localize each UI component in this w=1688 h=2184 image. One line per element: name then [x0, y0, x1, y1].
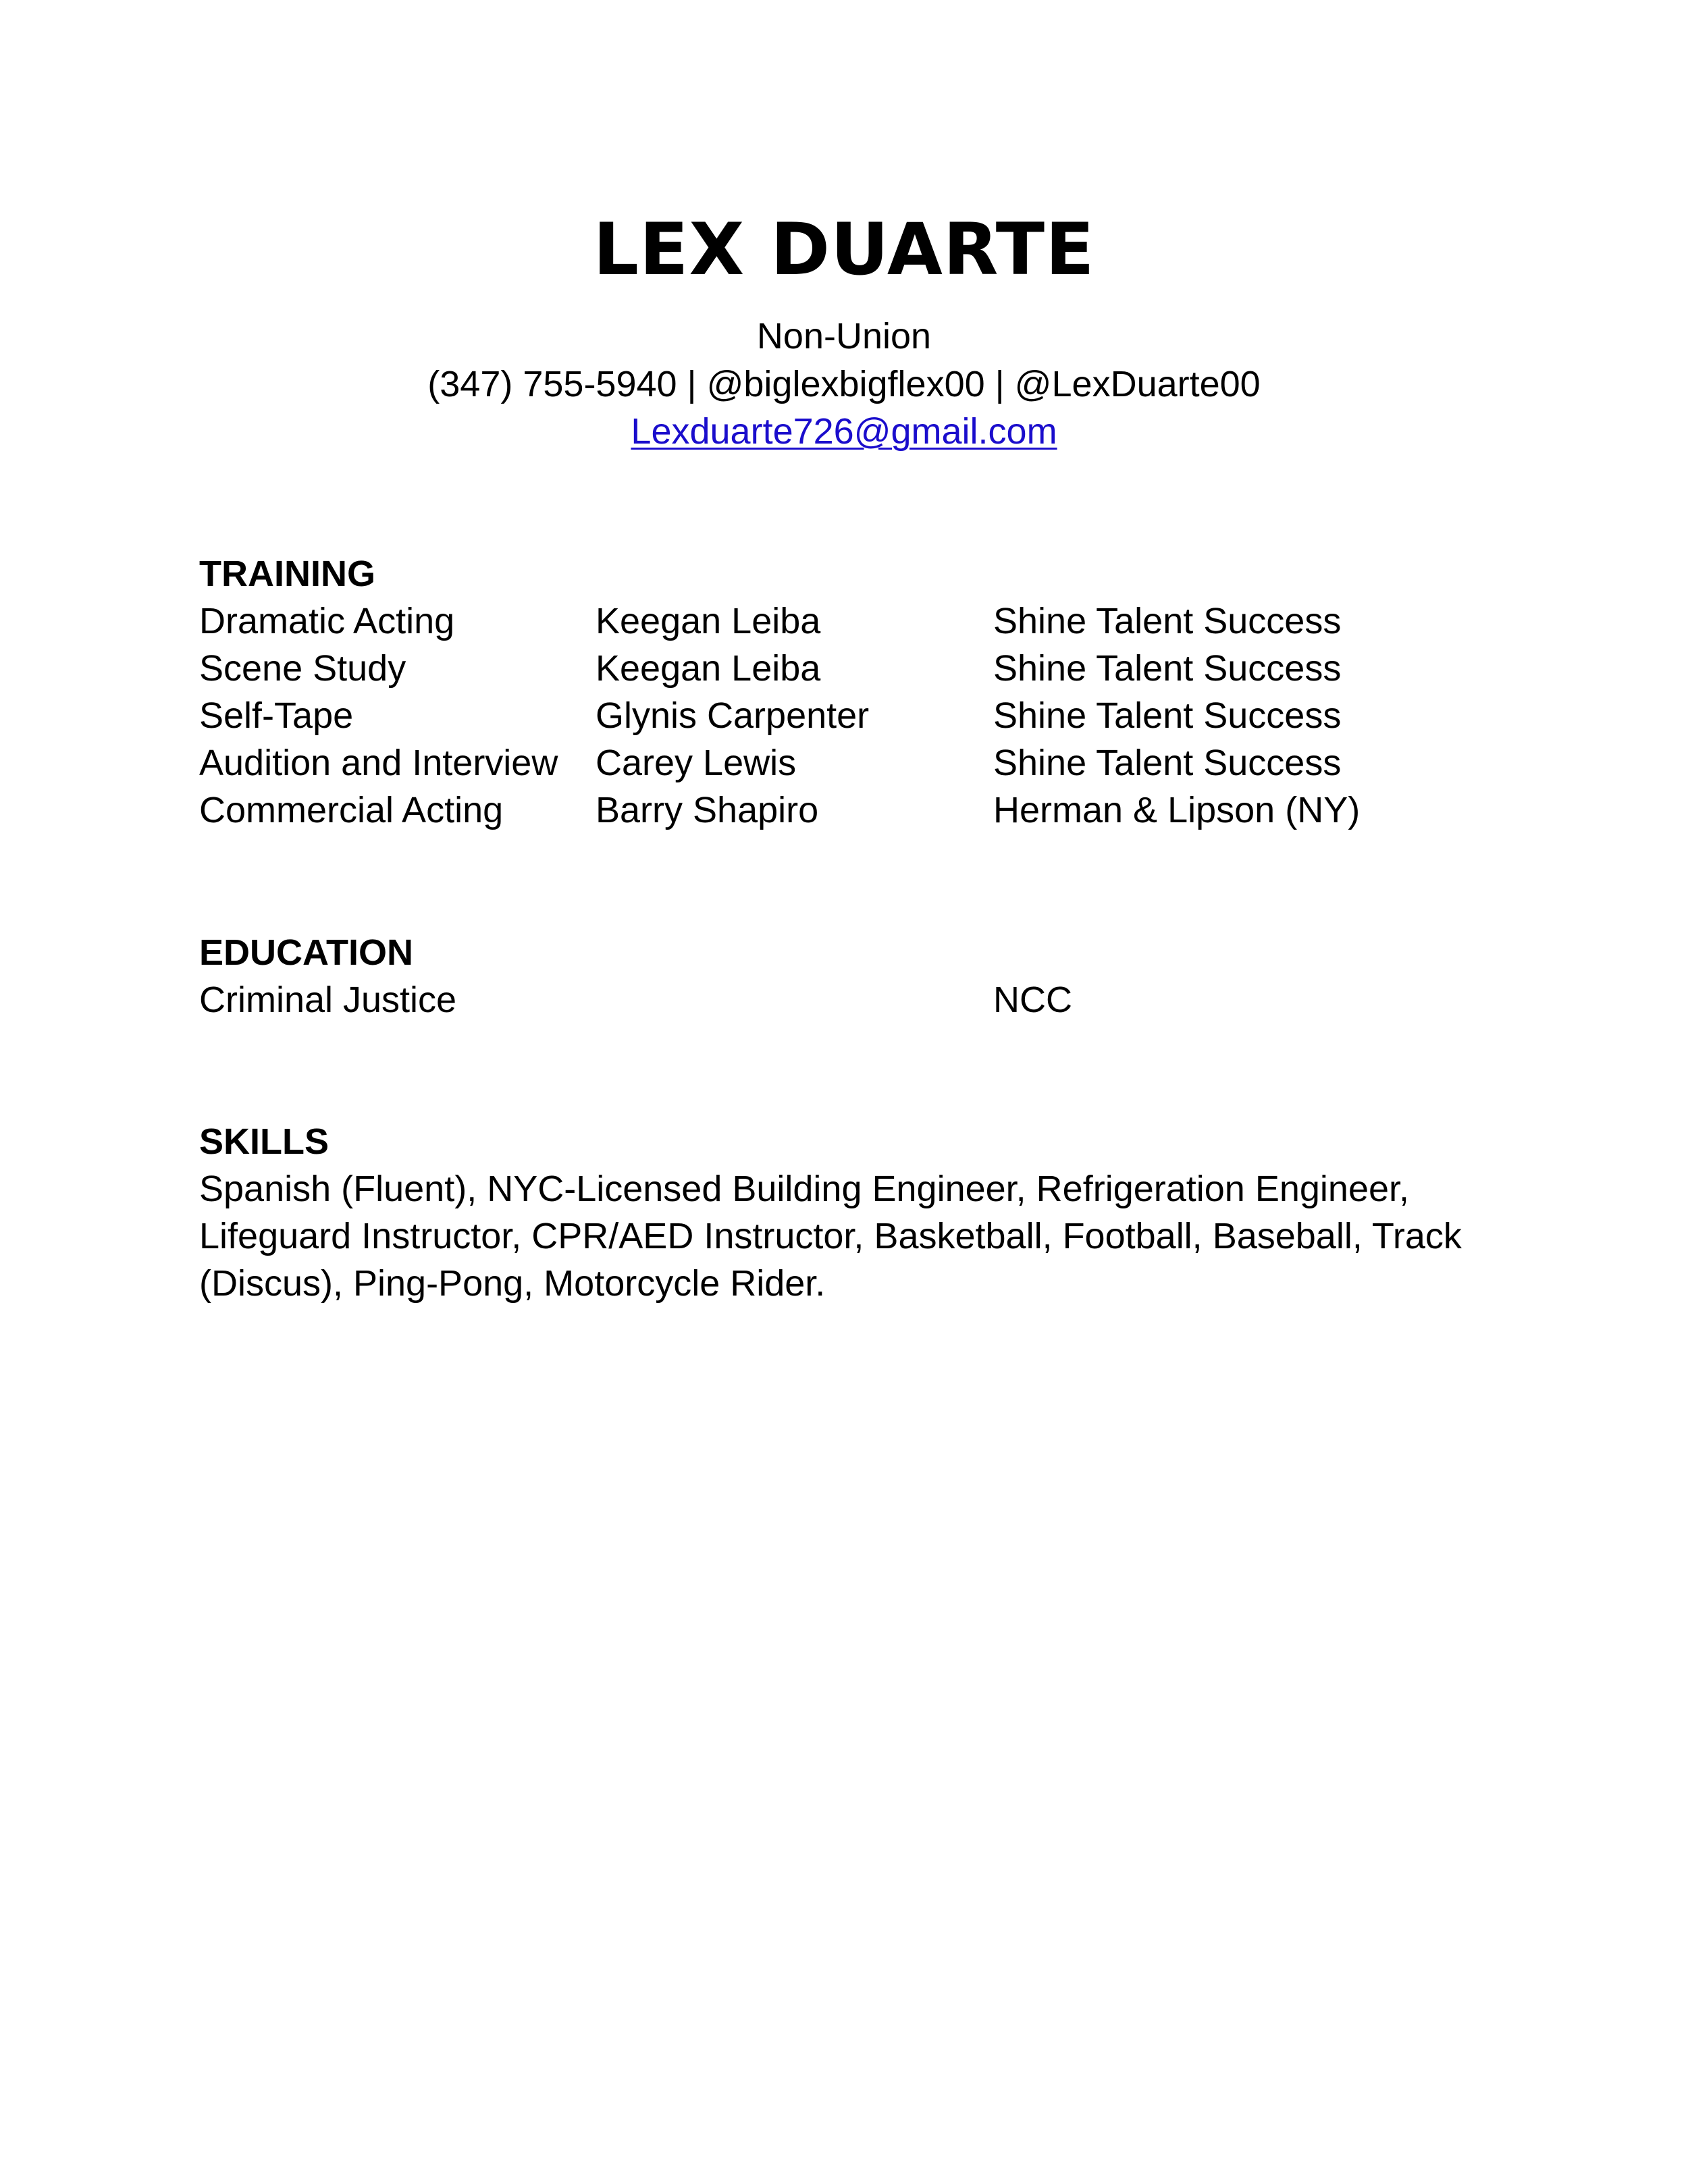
training-teacher: Carey Lewis: [596, 743, 797, 783]
education-row: [199, 976, 1482, 1023]
training-course: Self-Tape: [199, 695, 354, 736]
training-school: Shine Talent Success: [993, 695, 1342, 736]
training-course: Commercial Acting: [199, 790, 504, 830]
skills-text: Spanish (Fluent), NYC-Licensed Building Engineer, Refrigeration Engineer, Lifeguard Instructor, CPR/AED Instructor, Basketball, Football, Baseball, Track (Discus), Ping-Pong, Motorcycle Rider.: [199, 1169, 1462, 1304]
training-course: Audition and Interview: [199, 743, 558, 783]
training-teacher: Keegan Leiba: [596, 601, 821, 641]
training-school: Herman & Lipson (NY): [993, 790, 1361, 830]
education-school: NCC: [993, 980, 1072, 1020]
education-heading: EDUCATION: [199, 932, 413, 973]
training-teacher: Barry Shapiro: [596, 790, 819, 830]
email-link[interactable]: Lexduarte726@gmail.com: [631, 411, 1057, 452]
training-heading: TRAINING: [199, 554, 375, 594]
training-row: [199, 645, 1482, 692]
training-row: [199, 597, 1482, 645]
training-row: [199, 739, 1482, 787]
contact-line: (347) 755-5940 | @biglexbigflex00 | @LexDuarte00: [427, 364, 1261, 404]
training-course: Dramatic Acting: [199, 601, 455, 641]
training-teacher: Keegan Leiba: [596, 648, 821, 689]
training-school: Shine Talent Success: [993, 648, 1342, 689]
resume-name: LEX DUARTE: [593, 208, 1095, 291]
training-row: [199, 692, 1482, 739]
union-status: Non-Union: [756, 316, 932, 356]
education-field: Criminal Justice: [199, 980, 457, 1020]
training-school: Shine Talent Success: [993, 601, 1342, 641]
training-course: Scene Study: [199, 648, 406, 689]
training-row: [199, 787, 1482, 834]
training-school: Shine Talent Success: [993, 743, 1342, 783]
skills-heading: SKILLS: [199, 1121, 329, 1162]
email-container: [0, 408, 1688, 455]
training-teacher: Glynis Carpenter: [596, 695, 870, 736]
